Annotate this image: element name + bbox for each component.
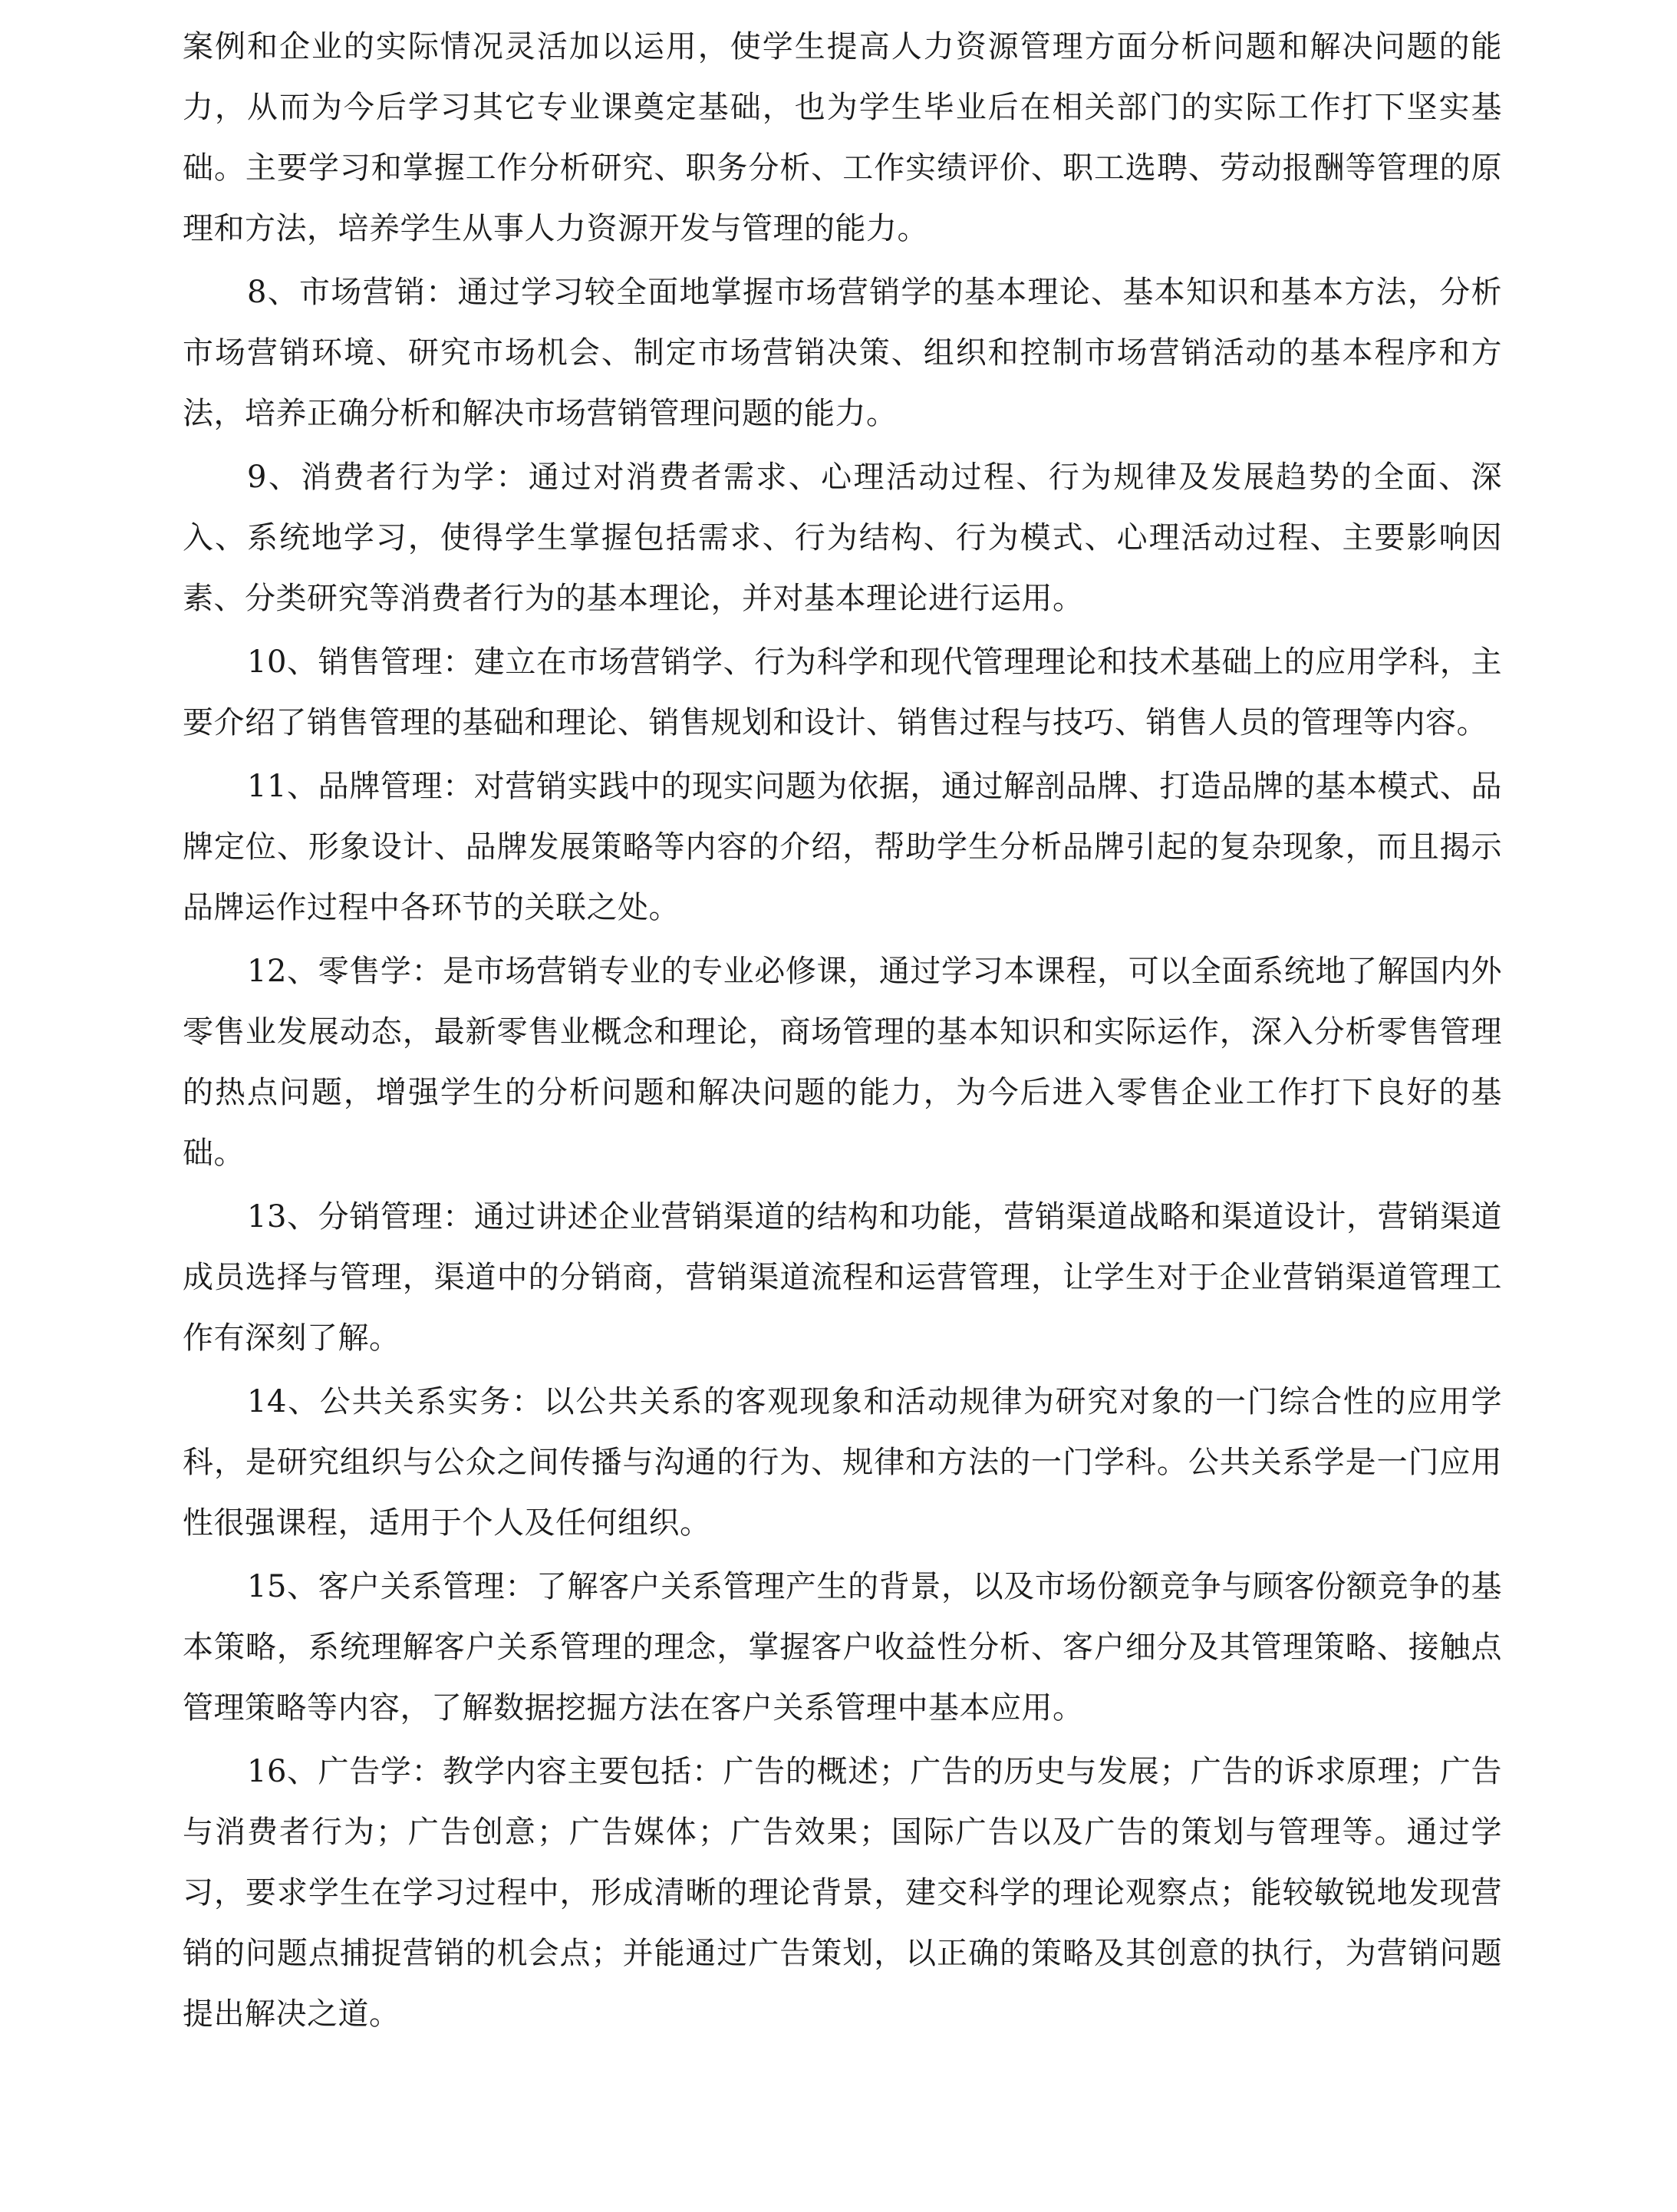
paragraph-hr-continuation: 案例和企业的实际情况灵活加以运用，使学生提高人力资源管理方面分析问题和解决问题的能力，从而为今后学习其它专业课奠定基础，也为学生毕业后在相关部门的实际工作打下坚实基础。主要学习和掌握工作分析研究、职务分析、工作实绩评价、职工选聘、劳动报酬等管理的原理和方法，培养学生从事人力资源开发与管理的能力。 — [183, 29, 1502, 246]
paragraph-consumer-behavior: 9、消费者行为学：通过对消费者需求、心理活动过程、行为规律及发展趋势的全面、深入、系统地学习，使得学生掌握包括需求、行为结构、行为模式、心理活动过程、主要影响因素、分类研究等消费者行为的基本理论，并对基本理论进行运用。 — [183, 460, 1502, 616]
paragraph-sales-management: 10、销售管理：建立在市场营销学、行为科学和现代管理理论和技术基础上的应用学科，主要介绍了销售管理的基础和理论、销售规划和设计、销售过程与技巧、销售人员的管理等内容。 — [183, 644, 1502, 740]
paragraph-retailing: 12、零售学：是市场营销专业的专业必修课，通过学习本课程，可以全面系统地了解国内外零售业发展动态，最新零售业概念和理论，商场管理的基本知识和实际运作，深入分析零售管理的热点问题，增强学生的分析问题和解决问题的能力，为今后进入零售企业工作打下良好的基础。 — [183, 954, 1502, 1171]
paragraph-brand-management: 11、品牌管理：对营销实践中的现实问题为依据，通过解剖品牌、打造品牌的基本模式、品牌定位、形象设计、品牌发展策略等内容的介绍，帮助学生分析品牌引起的复杂现象，而且揭示品牌运作过程中各环节的关联之处。 — [183, 769, 1502, 925]
document-body — [183, 17, 1502, 2048]
paragraph-advertising: 16、广告学：教学内容主要包括：广告的概述；广告的历史与发展；广告的诉求原理；广告与消费者行为；广告创意；广告媒体；广告效果；国际广告以及广告的策划与管理等。通过学习，要求学生在学习过程中，形成清晰的理论背景，建交科学的理论观察点；能较敏锐地发现营销的问题点捕捉营销的机会点；并能通过广告策划，以正确的策略及其创意的执行，为营销问题提出解决之道。 — [183, 1754, 1502, 2032]
paragraph-marketing: 8、市场营销：通过学习较全面地掌握市场营销学的基本理论、基本知识和基本方法，分析市场营销环境、研究市场机会、制定市场营销决策、组织和控制市场营销活动的基本程序和方法，培养正确分析和解决市场营销管理问题的能力。 — [183, 275, 1502, 431]
paragraph-crm: 15、客户关系管理：了解客户关系管理产生的背景，以及市场份额竞争与顾客份额竞争的基本策略，系统理解客户关系管理的理念，掌握客户收益性分析、客户细分及其管理策略、接触点管理策略等内容，了解数据挖掘方法在客户关系管理中基本应用。 — [183, 1569, 1502, 1726]
paragraph-public-relations: 14、公共关系实务：以公共关系的客观现象和活动规律为研究对象的一门综合性的应用学科，是研究组织与公众之间传播与沟通的行为、规律和方法的一门学科。公共关系学是一门应用性很强课程，适用于个人及任何组织。 — [183, 1384, 1502, 1541]
paragraph-distribution-management: 13、分销管理：通过讲述企业营销渠道的结构和功能，营销渠道战略和渠道设计，营销渠道成员选择与管理，渠道中的分销商，营销渠道流程和运营管理，让学生对于企业营销渠道管理工作有深刻了解。 — [183, 1199, 1502, 1356]
